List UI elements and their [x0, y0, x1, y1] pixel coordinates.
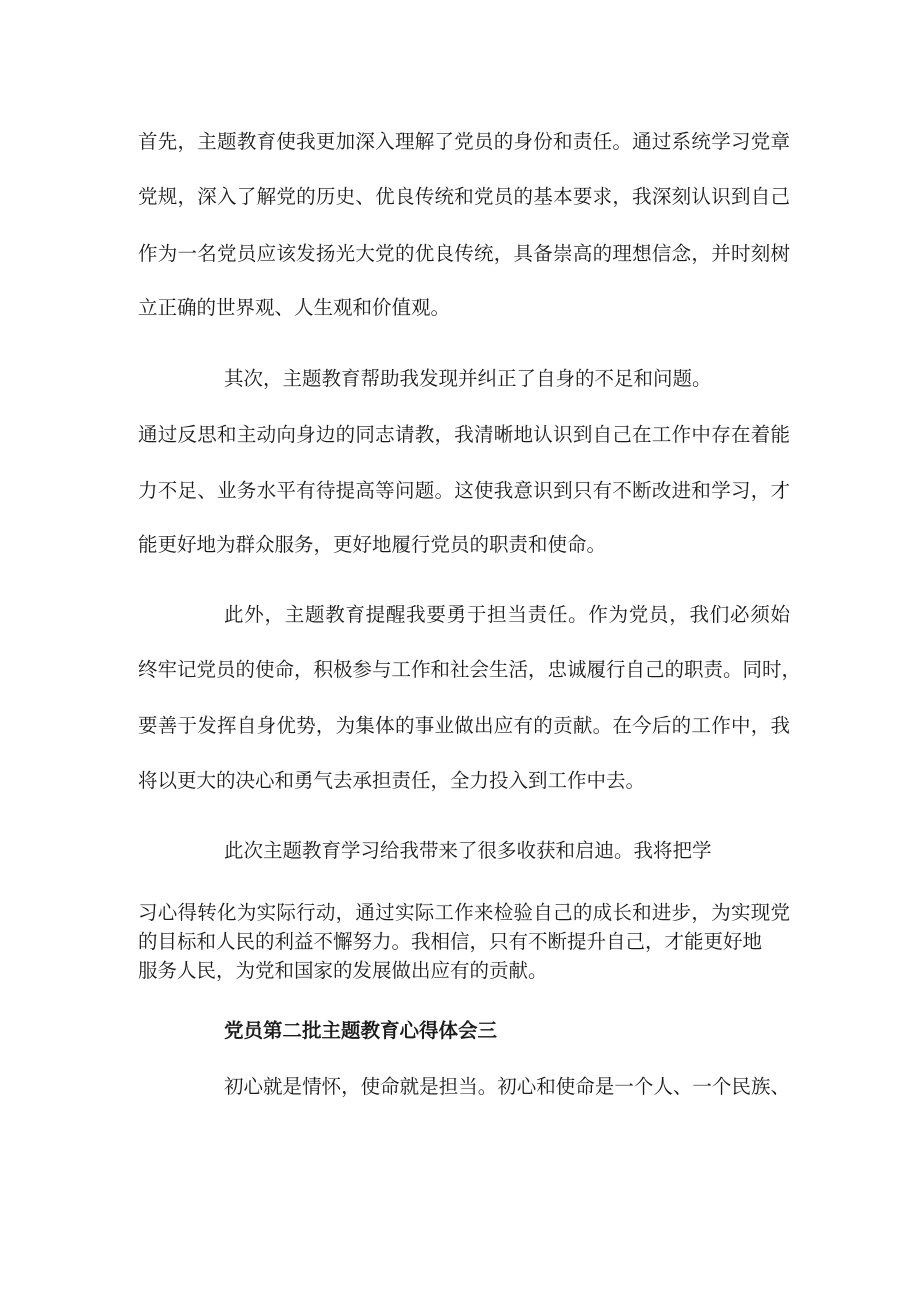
paragraph-4-line-2: 习心得转化为实际行动，通过实际工作来检验自己的成长和进步，为实现党	[138, 901, 790, 924]
paragraph-2-line-4: 能更好地为群众服务，更好地履行党员的职责和使命。	[138, 533, 607, 556]
paragraph-3-line-3: 要善于发挥自身优势，为集体的事业做出应有的贡献。在今后的工作中，我	[138, 714, 790, 737]
paragraph-3-line-2: 终牢记党员的使命，积极参与工作和社会生活，忠诚履行自己的职责。同时，	[138, 658, 802, 681]
paragraph-4-line-3: 的目标和人民的利益不懈努力。我相信，只有不断提升自己，才能更好地	[138, 930, 763, 953]
paragraph-3-line-4: 将以更大的决心和勇气去承担责任，全力投入到工作中去。	[138, 769, 646, 792]
paragraph-1-line-3: 作为一名党员应该发扬光大党的优良传统，具备崇高的理想信念，并时刻树	[138, 242, 790, 265]
paragraph-2-line-1: 其次，主题教育帮助我发现并纠正了自身的不足和问题。	[224, 367, 712, 390]
paragraph-5-line-1: 初心就是情怀，使命就是担当。初心和使命是一个人、一个民族、	[224, 1075, 790, 1098]
paragraph-1-line-4: 立正确的世界观、人生观和价值观。	[138, 296, 451, 319]
paragraph-2-line-2: 通过反思和主动向身边的同志请教，我清晰地认识到自己在工作中存在着能	[138, 423, 790, 446]
paragraph-2-line-3: 力不足、业务水平有待提高等问题。这使我意识到只有不断改进和学习，才	[138, 479, 790, 502]
paragraph-4-line-1: 此次主题教育学习给我带来了很多收获和启迪。我将把学	[224, 839, 712, 862]
paragraph-3-line-1: 此外，主题教育提醒我要勇于担当责任。作为党员，我们必须始	[224, 603, 790, 626]
paragraph-1-line-1: 首先，主题教育使我更加深入理解了党员的身份和责任。通过系统学习党章	[138, 130, 790, 153]
paragraph-1-line-2: 党规，深入了解党的历史、优良传统和党员的基本要求，我深刻认识到自己	[138, 185, 790, 208]
paragraph-4-line-4: 服务人民，为党和国家的发展做出应有的贡献。	[138, 959, 548, 982]
section-heading: 党员第二批主题教育心得体会三	[224, 1019, 498, 1042]
